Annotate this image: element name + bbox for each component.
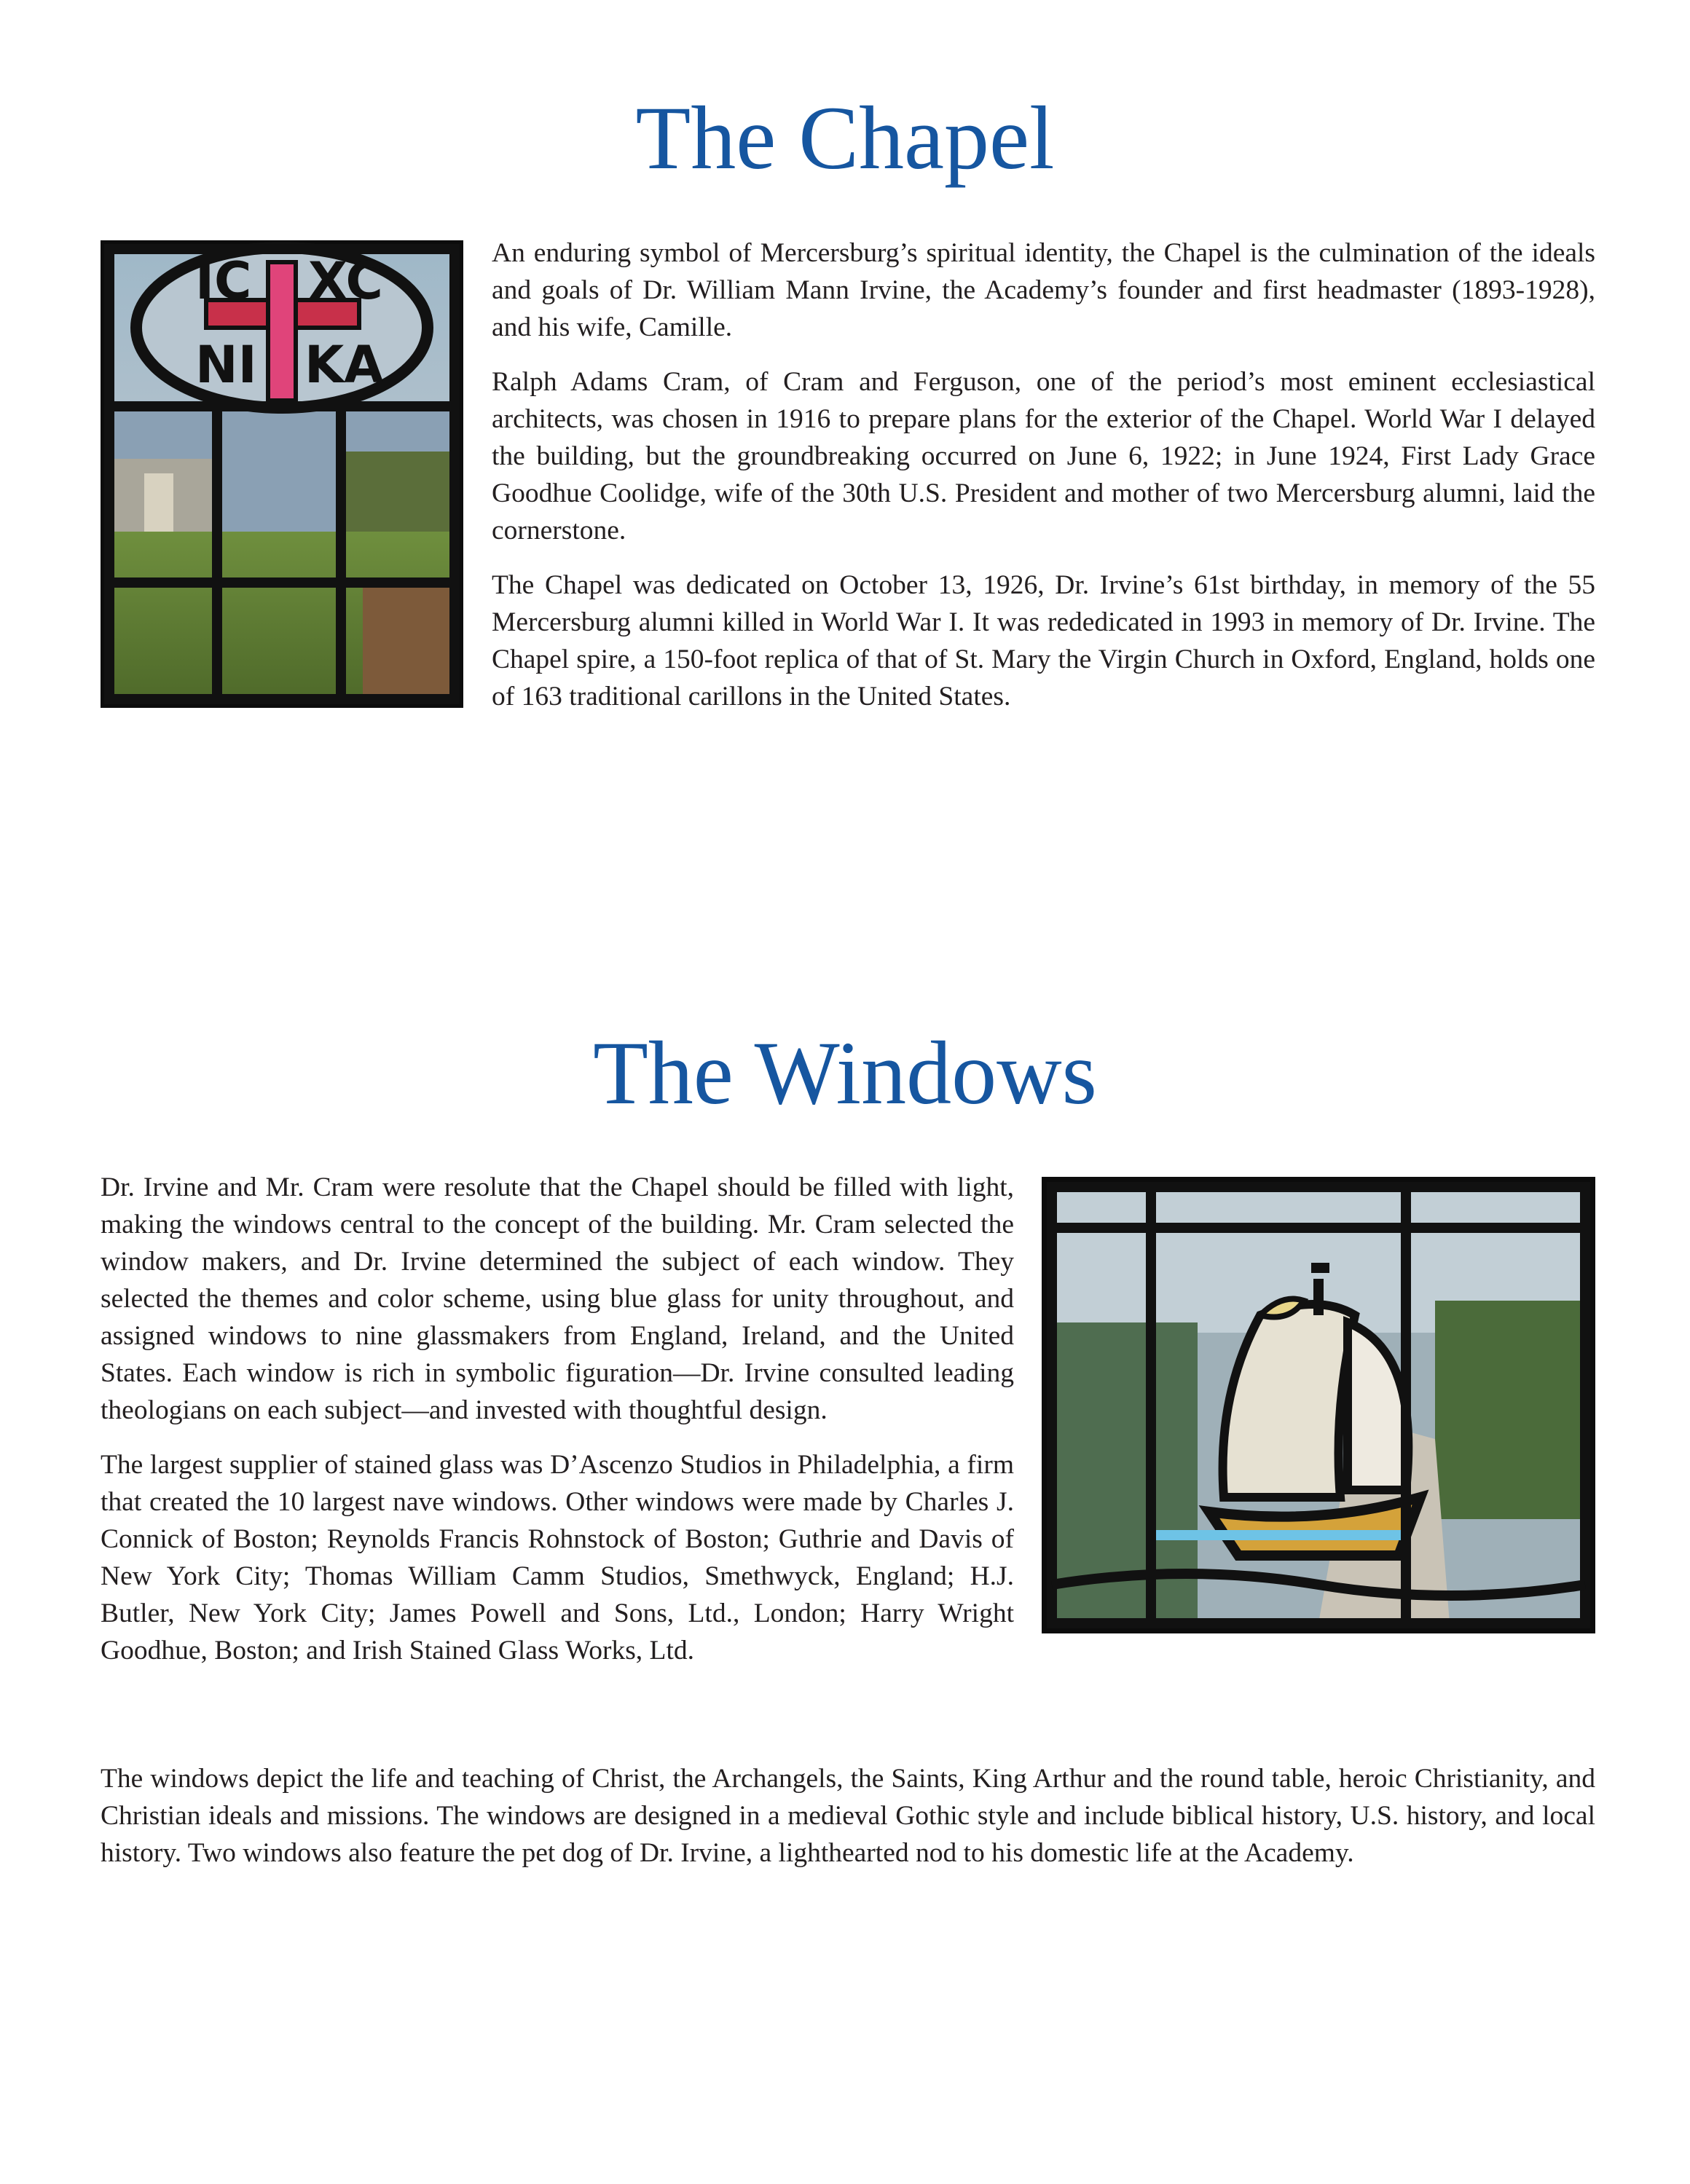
- lettering-ni: NI: [195, 335, 257, 395]
- chapel-text: [492, 234, 1595, 733]
- lettering-xc: XC: [308, 251, 383, 311]
- chapel-paragraph-3: The Chapel was dedicated on October 13, 1926, Dr. Irvine’s 61st birthday, in memory of the 55 Mercersburg alumni killed in World War I. It was rededicated in 1993 in memory of Dr. Irvine. The Chapel spire, a 150-foot replica of that of St. Mary the Virgin Church in Oxford, England, holds one of 163 traditional carillons in the United States.: [492, 570, 1595, 711]
- windows-paragraph-1: Dr. Irvine and Mr. Cram were resolute that the Chapel should be filled with light, making the windows central to the concept of the building. Mr. Cram selected the window makers, and Dr. Irvine determined the subject of each window. They selected the themes and color scheme, using blue glass for unity throughout, and assigned windows to nine glassmakers from England, Ireland, and the United States. Each window is rich in symbolic figuration—Dr. Irvine consulted leading theologians on each subject—and invested with thoughtful design.: [101, 1172, 1014, 1425]
- windows-title: The Windows: [593, 1023, 1097, 1123]
- chapel-paragraph-1: An enduring symbol of Mercersburg’s spiritual identity, the Chapel is the culmination of the ideals and goals of Dr. William Mann Irvine, the Academy’s founder and first headmaster (1893-1928), and his wife, Camille.: [492, 238, 1595, 342]
- lettering-ka: KA: [304, 335, 384, 395]
- windows-text: [101, 1169, 1014, 1687]
- lettering-ic: IC: [195, 251, 252, 311]
- ship-stained-glass-image: [1042, 1177, 1595, 1633]
- chapel-paragraph-2: Ralph Adams Cram, of Cram and Ferguson, one of the period’s most eminent ecclesiastical architects, was chosen in 1916 to prepare plans for the exterior of the Chapel. World War I delayed the building, but the groundbreaking occurred on June 6, 1922; in June 1924, First Lady Grace Goodhue Coolidge, wife of the 30th U.S. President and mother of two Mercersburg alumni, laid the cornerstone.: [492, 367, 1595, 545]
- windows-closing-text: [101, 1760, 1595, 1889]
- windows-paragraph-2: The largest supplier of stained glass was D’Ascenzo Studios in Philadelphia, a firm that created the 10 largest nave windows. Other windows were made by Charles J. Connick of Boston; Reynolds Francis Rohnstock of Boston; Guthrie and Davis of New York City; Thomas William Camm Studios, Smethwyck, England; H.J. Butler, New York City; James Powell and Sons, Ltd., London; Harry Wright Goodhue, Boston; and Irish Stained Glass Works, Ltd.: [101, 1450, 1014, 1665]
- windows-closing-paragraph: The windows depict the life and teaching of Christ, the Archangels, the Saints, King Arthur and the round table, heroic Christianity, and Christian ideals and missions. The windows are designed in a medieval Gothic style and include biblical history, U.S. history, and local history. Two windows also feature the pet dog of Dr. Irvine, a lighthearted nod to his domestic life at the Academy.: [101, 1764, 1595, 1868]
- chapel-title: The Chapel: [635, 88, 1055, 188]
- chapel-stained-glass-image: [101, 240, 463, 708]
